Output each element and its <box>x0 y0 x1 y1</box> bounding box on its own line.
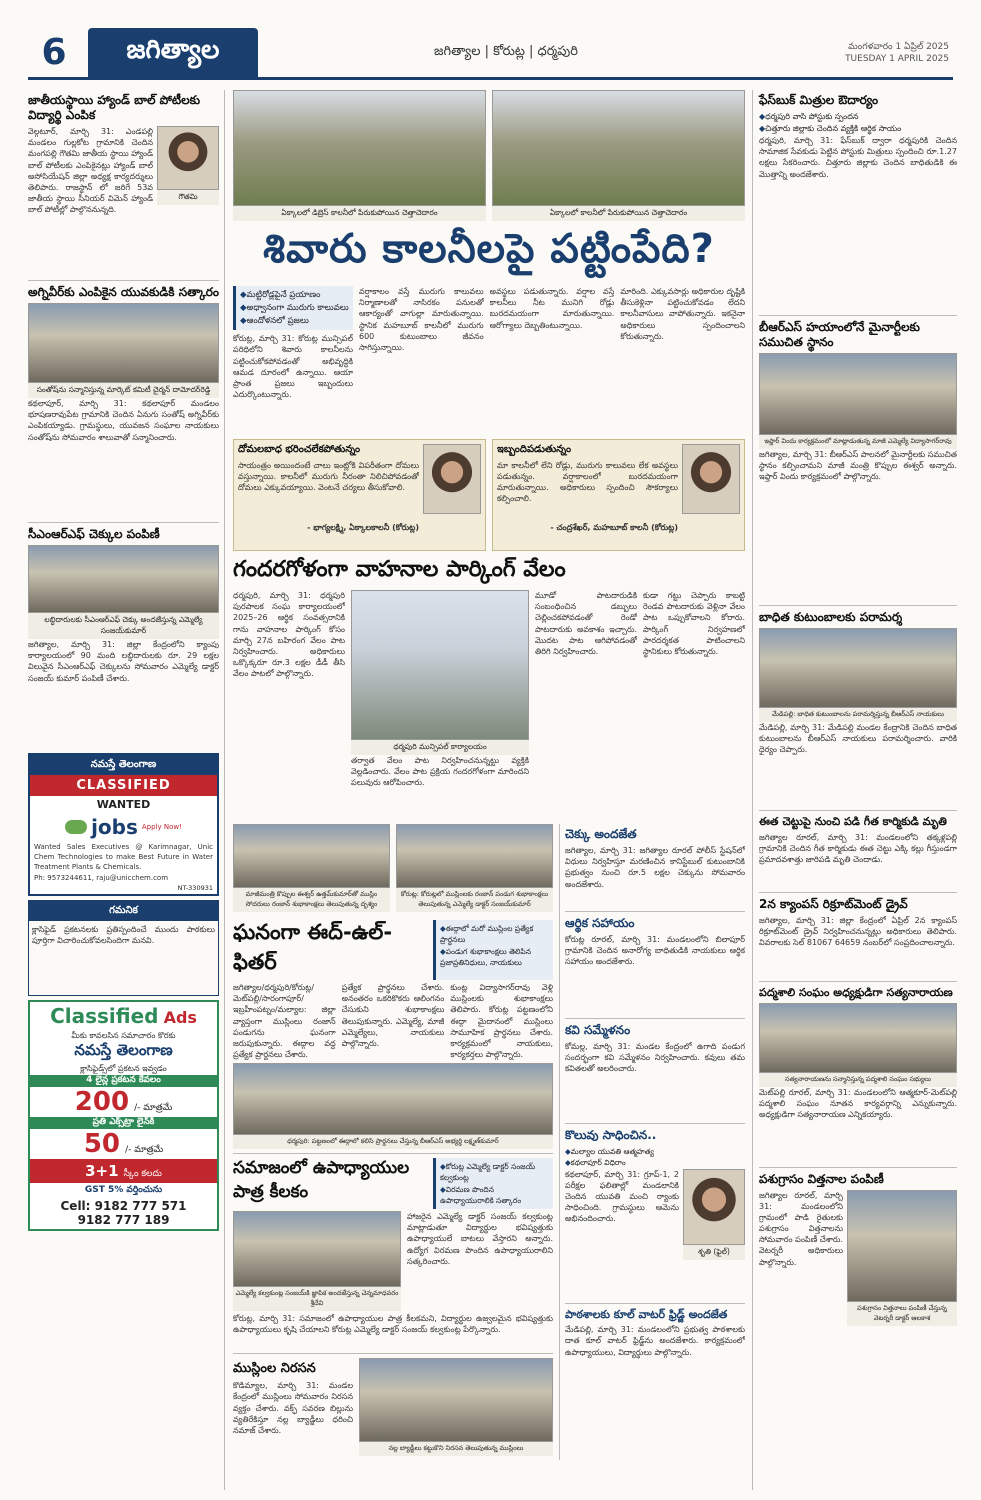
eid-photo-1 <box>233 824 390 888</box>
masthead <box>28 28 953 80</box>
eid-main-photo-caption: ధర్మపురి: పట్టణంలో ఈద్గాలో కలిసి ప్రార్థనలు చేస్తున్న బీఆర్ఎస్ అభ్యర్థి లక్ష్మణ్‌కుమార్ <box>233 1135 553 1149</box>
teacher-photo <box>233 1211 401 1287</box>
story-agniveer-body: కథలాపూర్, మార్చి 31: కథలాపూర్ మండలం భూషణరావుపేట గ్రామానికి చెందిన ఏనుగు సంతోష్ అగ్నివీర్‌కు ఎంపికయ్యాడు. గ్రామస్థులు, యువజన సంఘాల నాయకులు సంతోష్‌ను సోమవారం శాలువాతో సన్మానించారు. <box>28 399 219 442</box>
facebook-bullets <box>759 111 957 135</box>
ad-jobs-sub: Apply Now! <box>141 823 182 831</box>
story-agniveer-title: అగ్నివీర్‌కు ఎంపికైన యువకుడికి సత్కారం <box>28 285 219 299</box>
facebook-headline: ఫేస్‌బుక్ మిత్రుల ఔదార్యం <box>759 93 879 107</box>
toddy-headline: ఈత చెట్టుపై నుంచి పడి గీత కార్మికుడి మృతి <box>759 815 947 828</box>
parking-body-2: తర్వాత వేలం పాట నిర్వహించనున్నట్టు వ్యక్తికి వెల్లడించారు. వేలం పాట ప్రక్రియ గందరగోళంగా మారిందని పలువురు ఆరోపించారు. <box>351 756 529 788</box>
parking-headline: గందరగోళంగా వాహనాల పార్కింగ్ వేలం <box>233 557 566 582</box>
brs-body: జగిత్యాల, మార్చి 31: బీఆర్ఎస్ పాలనలో మైనార్టీలకు సముచిత స్థానం కల్పించామని మాజీ మంత్రి కొప్పుల ఈశ్వర్ అన్నారు. ఇఫ్తార్ విందు కార్యక్రమంలో పాల్గొన్నారు. <box>759 450 957 482</box>
eid-photo-1-caption: మాజీమంత్రి కొప్పుల ఈశ్వర్ ఉత్తమ్‌కుమార్‌తో ముస్లిం సోదరులు రంజాన్ శుభాకాంక్షలు తెలుపుతున్న దృశ్యం <box>233 888 390 912</box>
story-cmrf-body: జగిత్యాల, మార్చి 31: జిల్లా కేంద్రంలోని క్యాంపు కార్యాలయంలో 90 మంది లబ్ధిదారులకు రూ. 29 లక్షల విలువైన సీఎంఆర్ఎఫ్ చెక్కులను సోమవారం ఎమ్మెల్యే డాక్టర్ సంజయ్ కుమార్ పంపిణీ చేశారు. <box>28 640 219 683</box>
center-column <box>233 90 745 1490</box>
cooler-body: మేడిపల్లి, మార్చి 31: మండలంలోని ప్రభుత్వ పాఠశాలకు దాత కూల్ వాటర్ ఫ్రిడ్జ్‌ను అందజేశారు. కార్యక్రమంలో ఉపాధ్యాయులు, విద్యార్థులు పాల్గొన్నారు. <box>565 1325 745 1357</box>
brs-photo-caption: ఇఫ్తార్ విందు కార్యక్రమంలో మాట్లాడుతున్న మాజీ ఎమ్మెల్యే విద్యాసాగర్‌రావు <box>759 435 957 449</box>
rate-price2-suffix: /- మాత్రమే <box>125 1144 164 1155</box>
poet-body: కోమల్ల, మార్చి 31: మండల కేంద్రంలో ఉగాది పండుగ సందర్భంగా కవి సమ్మేళనం నిర్వహించారు. కవులు తమ కవితలతో అలరించారు. <box>565 1042 745 1074</box>
brs-photo <box>759 353 957 435</box>
lead-photo-2-caption: ఏక్కాలలో కాలనీలో పేరుకుపోయిన చెత్తాచెదారం <box>492 206 745 221</box>
poet-headline: కవి సమ్మేళనం <box>565 1023 631 1037</box>
teacher-bullet: ◆ విరమణ పొందిన ఉపాధ్యాయురాలికి సత్కారం <box>440 1184 549 1207</box>
jobs-logo-icon <box>65 820 87 834</box>
quote-1-photo <box>423 444 481 514</box>
visit-photo-caption: మేడిపల్లి: బాధిత కుటుంబాలను పరామర్శిస్తున్న బీఆర్ఎస్ నాయకులు <box>759 708 957 722</box>
muslim-photo <box>359 1358 553 1442</box>
ad-jobs-text: Wanted Sales Executives @ Karimnagar, Unic Chem Technologies to make Best Future in Water Treatment Plants & Chemicals. <box>34 843 213 871</box>
ad-jobs-code: NT-330931 <box>177 884 213 893</box>
rate-logo2: Ads <box>163 1008 197 1028</box>
eid-body-1: జగిత్యాల/ధర్మపురి/కోరుట్ల/మెట్‌పల్లి/సారంగాపూర్/ఇబ్రహీంపట్నం/మల్యాల: జిల్లా వ్యాప్తంగా ముస్లింలు రంజాన్ పండుగను ఘనంగా జరుపుకున్నారు. ఈద్గాల వద్ద ప్రత్యేక ప్రార్థనలు చేశారు. <box>233 983 336 1060</box>
student-photo <box>157 126 219 190</box>
lead-body-1: కోరుట్ల, మార్చి 31: కోరుట్ల మున్సిపల్ పరిధిలోని శివారు కాలనీలను పట్టించుకోకపోవడంతో అభివృద్ధికి ఆమడ దూరంలో ఉన్నాయి. ఆయా ప్రాంత ప్రజలు ఇబ్బందులు ఎదుర్కొంటున్నారు. <box>233 334 353 400</box>
muslim-photo-caption: నల్ల బ్యాడ్జీలు కట్టుకొని నిరసన తెలుపుతున్న ముస్లింలు <box>359 1442 553 1456</box>
fin-body: కోరుట్ల రూరల్, మార్చి 31: మండలంలోని బిలాపూర్ గ్రామానికి చెందిన అనారోగ్య బాధితుడికి నాయకులు ఆర్థిక సహాయం అందజేశారు. <box>565 935 745 967</box>
student-photo-caption: గౌతమి <box>157 190 219 205</box>
job-body: కథలాపూర్, మార్చి 31: గ్రూప్-1, 2 పరీక్షల ఫలితాల్లో మండలానికి చెందిన యువతి మంచి ర్యాంకు సాధించింది. గ్రామస్థులు ఆమెను అభినందించారు. <box>565 1169 679 1224</box>
quote-2-body: మా కాలనీలో లేని రోడ్లు, మురుగు కాలువలు లేక అవస్థలు పడుతున్నం. వర్షాకాలంలో బురదమయంగా మారుతున్నాయి. అధికారులు స్పందించి సౌకర్యాలు కల్పించాలి. <box>497 460 678 504</box>
rate-offer-text: స్కీం కలదు <box>123 1168 162 1179</box>
teacher-body-1: కోరుట్ల, మార్చి 31: సమాజంలో ఉపాధ్యాయుల పాత్ర కీలకమని, విద్యార్థుల ఉజ్వలమైన భవిష్యత్తుకు ఉపాధ్యాయులు కృషి చేయాలని కోరుట్ల ఎమ్మెల్యే డాక్టర్ సంజయ్ కల్వకుంట్ల పేర్కొన్నారు. <box>233 1314 553 1335</box>
rate-price1-suffix: /- మాత్రమే <box>134 1102 173 1113</box>
cmrf-photo <box>28 545 219 613</box>
muslim-body: కొడిమ్యాల, మార్చి 31: మండల కేంద్రంలో ముస్లింలు సోమవారం నిరసన వ్యక్తం చేశారు. వక్ఫ్ సవరణ బిల్లును వ్యతిరేకిస్తూ నల్ల బ్యాడ్జీలు ధరించి నమాజ్ చేశారు. <box>233 1381 353 1435</box>
date-telugu: మంగళవారం 1 ఏప్రిల్ 2025 <box>848 41 949 52</box>
rate-price2: 50 <box>83 1128 120 1159</box>
job-photo <box>683 1169 745 1245</box>
rate-offer: 3+1 <box>85 1161 119 1180</box>
eid-bullet: ◆ ఈద్గాలో మరో ముస్లింల ప్రత్యేక ప్రార్థనలు <box>440 923 549 946</box>
lead-body-3: అవస్థలు పడుతున్నారు. వర్షాల వస్తే కాలనీలు నీట మునిగి రోడ్లు బురదమయంగా మారుతున్నాయి. ఆరోగ్యాలు దెబ్బతింటున్నాయి. <box>489 287 615 330</box>
brs-headline: బీఆర్ఎస్ హయాంలోనే మైనార్టీలకు సముచిత స్థానం <box>759 320 920 349</box>
notice-title: గమనిక <box>29 901 218 921</box>
toddy-body: జగిత్యాల రూరల్, మార్చి 31: మండలంలోని తక్కళ్లపల్లి గ్రామానికి చెందిన గీత కార్మికుడు ఈత చెట్టు ఎక్కి కల్లు గీస్తుండగా ప్రమాదవశాత్తు జారిపడి మృతి చెందాడు. <box>759 832 957 865</box>
section-title: జగిత్యాల <box>88 28 258 77</box>
right-column <box>752 90 957 1490</box>
eid-bullet: ◆ పండుగ శుభాకాంక్షలు తెలిపిన ప్రజాప్రతినిధులు, నాయకులు <box>440 946 549 969</box>
ad-jobs-phone: Ph: 9573244611, raju@unicchem.com <box>34 874 169 883</box>
fodder-photo-caption: పశుగ్రాసం విత్తనాలు పంపిణీ చేస్తున్న వెటర్నరీ డాక్టర్ ఆలకాశ <box>847 1302 957 1326</box>
rate-gst: GST 5% వర్తించును <box>84 1184 163 1195</box>
classified-rate-card <box>28 1000 219 1230</box>
job-bullet: ◆ కథలాపూర్ విధిరాం <box>565 1157 745 1168</box>
lead-bullet: ◆ అధ్వానంగా మురుగు కాలువలు <box>240 302 349 315</box>
job-bullet: ◆ మల్యాల యువతి ఆత్మహత్య <box>565 1146 745 1157</box>
lead-bullet: ◆ ఆందోళనలో ప్రజలు <box>240 315 349 328</box>
cooler-headline: పాఠశాలకు కూల్ వాటర్ ఫ్రిడ్జ్ అందజేత <box>565 1307 728 1321</box>
fin-headline: ఆర్థిక సహాయం <box>565 916 635 930</box>
fodder-body: జగిత్యాల రూరల్, మార్చి 31: మండలంలోని గ్రామంలో పాడి రైతులకు పశుగ్రాసం విత్తనాలను సోమవారం పంపిణీ చేశారు. వెటర్నరీ అధికారులు పాల్గొన్నారు. <box>759 1190 843 1267</box>
masthead-date <box>753 28 953 77</box>
lead-bullets <box>233 286 353 330</box>
visit-headline: బాధిత కుటుంబాలకు పరామర్శ <box>759 610 903 624</box>
visit-body: మేడిపల్లి, మార్చి 31: మేడిపల్లి మండల కేంద్రానికి చెందిన బాధిత కుటుంబాలను బీఆర్ఎస్ నాయకులు పరామర్శించారు. వారికి ధైర్యం చెప్పారు. <box>759 723 957 755</box>
parking-body-1: ధర్మపురి, మార్చి 31: ధర్మపురి పురపాలక సంఘ కార్యాలయంలో 2025–26 ఆర్థిక సంవత్సరానికి గాను వాహనాల పార్కింగ్ కోసం మార్చి 27న బహిరంగ వేలం పాట నిర్వహించారు. అధికారులు ఒక్కొక్కరూ రూ.3 లక్షల డీడీ తీసి వేలం పాటలో పాల్గొన్నారు. <box>233 591 345 679</box>
rate-logo: Classified <box>50 1004 159 1029</box>
recruit-headline: 2న క్యాంపస్ రిక్రూట్‌మెంట్ డ్రైవ్ <box>759 896 908 911</box>
quote-1-body: సాయంత్రం అయిందంటే చాలు ఇంట్లోకి విపరీతంగా దోమలు వస్తున్నాయి. కాలనీలో మురుగు నీరంతా నిలిచిపోవడంతో దోమలు ఎక్కువయ్యాయి. వెంటనే చర్యలు తీసుకోవాలి. <box>238 460 419 492</box>
eid-body-3: కుంట్ల విద్యాసాగర్‌రావు వెళ్లి ముస్లింలకు శుభాకాంక్షలు తెలిపారు. కోరుట్ల పట్టణంలోని ఈద్గా మైదానంలో ముస్లింలు సామూహిక ప్రార్థనలు చేశారు. కార్యక్రమంలో నాయకులు, కార్యకర్తలు పాల్గొన్నారు. <box>450 983 554 1060</box>
rate-price1-label: 4 లైన్ల ప్రకటన కేవలం <box>30 1075 217 1087</box>
quote-2-photo <box>682 444 740 514</box>
padmashali-photo-caption: సత్యనారాయణను సన్మానిస్తున్న పద్మశాలి సంఘం సభ్యులు <box>759 1073 957 1087</box>
eid-headline: ఘనంగా ఈద్-ఉల్-ఫితర్ <box>233 920 393 974</box>
rate-price2-label: ప్రతి ఎక్స్‌ట్రా లైన్‌కి <box>30 1117 217 1129</box>
notice-box <box>28 900 219 996</box>
ad-jobs: jobs <box>91 815 138 839</box>
fodder-photo <box>847 1190 957 1302</box>
teacher-bullet: ◆ కోరుట్ల ఎమ్మెల్యే డాక్టర్ సంజయ్ కల్వకుంట్ల <box>440 1161 549 1184</box>
rate-price1: 200 <box>74 1086 130 1117</box>
rate-cell2[interactable]: 9182 777 189 <box>77 1212 170 1227</box>
eid-main-photo <box>233 1063 553 1135</box>
lead-body-4: మారింది. ఎక్కువసార్లు అధికారుల దృష్టికి తీసుకెళ్లినా పట్టించుకోవడం లేదని కాలనీవాసులు వాపోతున్నారు. ఇకనైనా అధికారులు స్పందించాలని కోరుతున్నారు. <box>620 287 745 341</box>
facebook-body: ధర్మపురి, మార్చి 31: ఫేస్‌బుక్ ద్వారా ధర్మపురికి చెందిన సామాజిక సేవకుడు పెట్టిన పోస్టుకు మిత్రులు స్పందించి రూ.1.27 లక్షలు సేకరించారు. చిత్తూరు జిల్లాకు చెందిన బాధితుడికి ఈ మొత్తాన్ని అందజేశారు. <box>759 136 957 179</box>
rate-cell1[interactable]: Cell: 9182 777 571 <box>60 1198 187 1213</box>
job-photo-caption: శృతి (ఫైల్) <box>683 1245 745 1260</box>
quote-1-signature: - భాగ్యలక్ష్మి, ఏక్కాలకాలనీ (కోరుట్ల) <box>307 522 419 532</box>
rate-line2: క్లాసిఫైడ్స్‌లో ప్రకటన ఇవ్వడం <box>80 1064 167 1074</box>
region-list: జగిత్యాల | కోరుట్ల | ధర్మపురి <box>434 43 578 59</box>
story-handball-body: వెల్గటూర్, మార్చి 31: ఎండపల్లి మండలం గుల్లకోట గ్రామానికి చెందిన మంగపల్లి గౌతమి జాతీయ స్థాయి హ్యాండ్ బాల్ పోటీలకు ఎంపికైనట్లు హ్యాండ్ బాల్ అసోసియేషన్ జిల్లా అధ్యక్ష కార్యదర్శులు తెలిపారు. రాజస్థాన్ లో జరిగే 53వ జాతీయ స్థాయి సీనియర్ విమెన్ హ్యాండ్ బాల్ పోటీల్లో పాల్గొననున్నది. <box>28 127 153 215</box>
teacher-headline: సమాజంలో ఉపాధ్యాయుల పాత్ర కీలకం <box>233 1158 410 1202</box>
page-number: 6 <box>41 32 67 73</box>
cheque-body: జగిత్యాల, మార్చి 31: జగిత్యాల రూరల్ పోలీస్ స్టేషన్‌లో విధులు నిర్వహిస్తూ మరణించిన కానిస్టేబుల్ కుటుంబానికి ప్రభుత్వం నుంచి రూ.5 లక్షల చెక్కును సోమవారం అందజేశారు. <box>565 846 745 889</box>
job-headline: కొలువు సాధించిన.. <box>565 1128 657 1142</box>
recruit-body: జగిత్యాల, మార్చి 31: జిల్లా కేంద్రంలో ఏప్రిల్ 2న క్యాంపస్ రిక్రూట్‌మెంట్ డ్రైవ్ నిర్వహించనున్నట్లు అధికారులు తెలిపారు. వివరాలకు సెల్ 81067 64659 నంబర్‌లో సంప్రదించాలన్నారు. <box>759 915 957 948</box>
eid-bullets <box>433 920 553 980</box>
date-english: TUESDAY 1 APRIL 2025 <box>845 53 949 64</box>
teacher-body-2: హాజరైన ఎమ్మెల్యే డాక్టర్ సంజయ్ కల్వకుంట్ల మాట్లాడుతూ విద్యార్థుల భవిష్యత్తుకు ఉపాధ్యాయులే బాటలు వేస్తారని అన్నారు. ఉద్యోగ విరమణ పొందిన ఉపాధ్యాయురాలిని సత్కరించారు. <box>407 1212 553 1266</box>
muslim-headline: ముస్లింల నిరసన <box>233 1361 316 1376</box>
lead-photo-2 <box>492 90 745 206</box>
facebook-bullet: ◆ ధర్మపురి వాసి పోస్టుకు స్పందన <box>759 111 957 123</box>
lead-quote-2 <box>492 439 745 551</box>
eid-photo-2-caption: కోరుట్ల: కోరుట్లలో ముస్లింలకు రంజాన్ పండుగ శుభాకాంక్షలు తెలుపుతున్న ఎమ్మెల్యే డాక్టర్ సంజయ్‌కుమార్ <box>396 888 553 912</box>
padmashali-headline: పద్మశాలి సంఘం అధ్యక్షుడిగా సత్యనారాయణ <box>759 985 953 999</box>
lead-quote-1 <box>233 439 486 551</box>
ad-wanted: WANTED <box>96 798 151 811</box>
rate-line1: మీకు కావలసిన సమాచారం కొరకు <box>71 1031 176 1041</box>
left-column <box>28 90 225 1490</box>
padmashali-photo <box>759 1003 957 1073</box>
lead-body-2: వర్షాకాలం వస్తే మురుగు కాలువలు నిర్మాణాలతో నాసిరకం పనులతో ఆకార్యంతో వాగుల్లా మారుతున్నాయి. స్థానిక మహబూబ్ కాలనీలో మురుగు 600 కుటుంబాలు జీవనం సాగిస్తున్నాయి. <box>359 287 484 352</box>
agniveer-photo <box>28 303 219 383</box>
notice-body: క్లాసిఫైడ్ ప్రకటనలకు ప్రతిస్పందించే ముందు పాఠకులు పూర్తిగా విచారించుకోవలసిందిగా మనవి. <box>32 925 215 946</box>
parking-body-4: కుడా గట్టు చెప్పారు కాబట్టి రెండవ పాటదారుకు వెళ్లినా వేలం పాట ఒప్పుకోవాలని కోరారు. పార్కింగ్ నిర్వహణలో పారదర్శకత పాటించాలని స్థానికులు కోరుతున్నారు. <box>643 591 745 656</box>
lead-headline: శివారు కాలనీలపై పట్టింపేది? <box>263 226 715 272</box>
teacher-photo-caption: ఎమ్మెల్యే కల్వకుంట్ల సంజయ్‌కి జ్ఞాపిక అందజేస్తున్న చెన్నమాధవరం శ్రీదేవి <box>233 1287 401 1311</box>
eid-photo-2 <box>396 824 553 888</box>
parking-photo-caption: ధర్మపురి మున్సిపల్ కార్యాలయం <box>351 740 529 755</box>
story-cmrf-title: సీఎంఆర్ఎఫ్ చెక్కుల పంపిణీ <box>28 527 160 541</box>
ad-classified-banner: CLASSIFIED <box>30 775 217 796</box>
story-handball-title: జాతీయస్థాయి హ్యాండ్ బాల్ పోటీలకు విద్యార్థి ఎంపిక <box>28 93 201 122</box>
parking-photo <box>351 590 529 740</box>
teacher-bullets <box>433 1158 553 1209</box>
classified-ad-jobs <box>28 753 219 896</box>
ad-brand: నమస్తే తెలంగాణ <box>30 755 217 775</box>
quote-1-title: దోమలబాధ భరించలేకపోతున్నం <box>238 444 361 455</box>
job-bullets <box>565 1146 745 1169</box>
cmrf-photo-caption: లబ్ధిదారులకు సీఎంఆర్ఎఫ్ చెక్కు అందజేస్తున్న ఎమ్మెల్యే సంజయ్‌కుమార్ <box>28 613 219 639</box>
lead-bullet: ◆ మట్టిరోడ్లపైనే ప్రయాణం <box>240 289 349 302</box>
facebook-bullet: ◆ చిత్తూరు జిల్లాకు చెందిన వ్యక్తికి ఆర్థిక సాయం <box>759 123 957 135</box>
quote-2-signature: - చంద్రశేఖర్, మహబూబ్ కాలనీ (కోరుట్ల) <box>550 522 678 532</box>
fodder-headline: పశుగ్రాసం విత్తనాల పంపిణీ <box>759 1171 884 1186</box>
quote-2-title: ఇబ్బందిపడుతున్నం <box>497 444 572 455</box>
visit-photo <box>759 628 957 708</box>
padmashali-body: మెట్‌పల్లి రూరల్, మార్చి 31: మండలంలోని ఆత్మకూర్-మెట్‌పల్లి పద్మశాలి సంఘం నూతన కార్యవర్గాన్ని ఎన్నుకున్నారు. అధ్యక్షుడిగా సత్యనారాయణ ఎన్నికయ్యారు. <box>759 1087 957 1119</box>
lead-photo-1 <box>233 90 486 206</box>
lead-photo-1-caption: ఏక్కాలలో డిబ్రెస్ కాలనీలో పేరుకుపోయిన చెత్తాచెదారం <box>233 206 486 221</box>
rate-brand: నమస్తే తెలంగాణ <box>74 1041 173 1060</box>
cheque-headline: చెక్కు అందజేత <box>565 827 637 841</box>
parking-body-3: మూడో పాటదారుడికి సంబంధించిన డబ్బులు చెల్లించకపోవడంతో రెండో పాటదారుకు అవకాశం ఇచ్చారు. మొదట పాట ఆగిపోవడంతో తిరిగి నిర్వహించారు. <box>535 591 637 656</box>
eid-body-2: ప్రత్యేక ప్రార్థనలు చేశారు. అనంతరం ఒకరికొకరు ఆలింగనం చేసుకుని శుభాకాంక్షలు తెలుపుకున్నారు. ఎమ్మెల్యే, మాజీ ఎమ్మెల్యేలు, నాయకులు పాల్గొన్నారు. <box>341 983 445 1048</box>
agniveer-photo-caption: సంతోష్‌ను సన్మానిస్తున్న మార్కెట్ కమిటీ చైర్మన్ దామోదర్‌రెడ్డి <box>28 383 219 398</box>
